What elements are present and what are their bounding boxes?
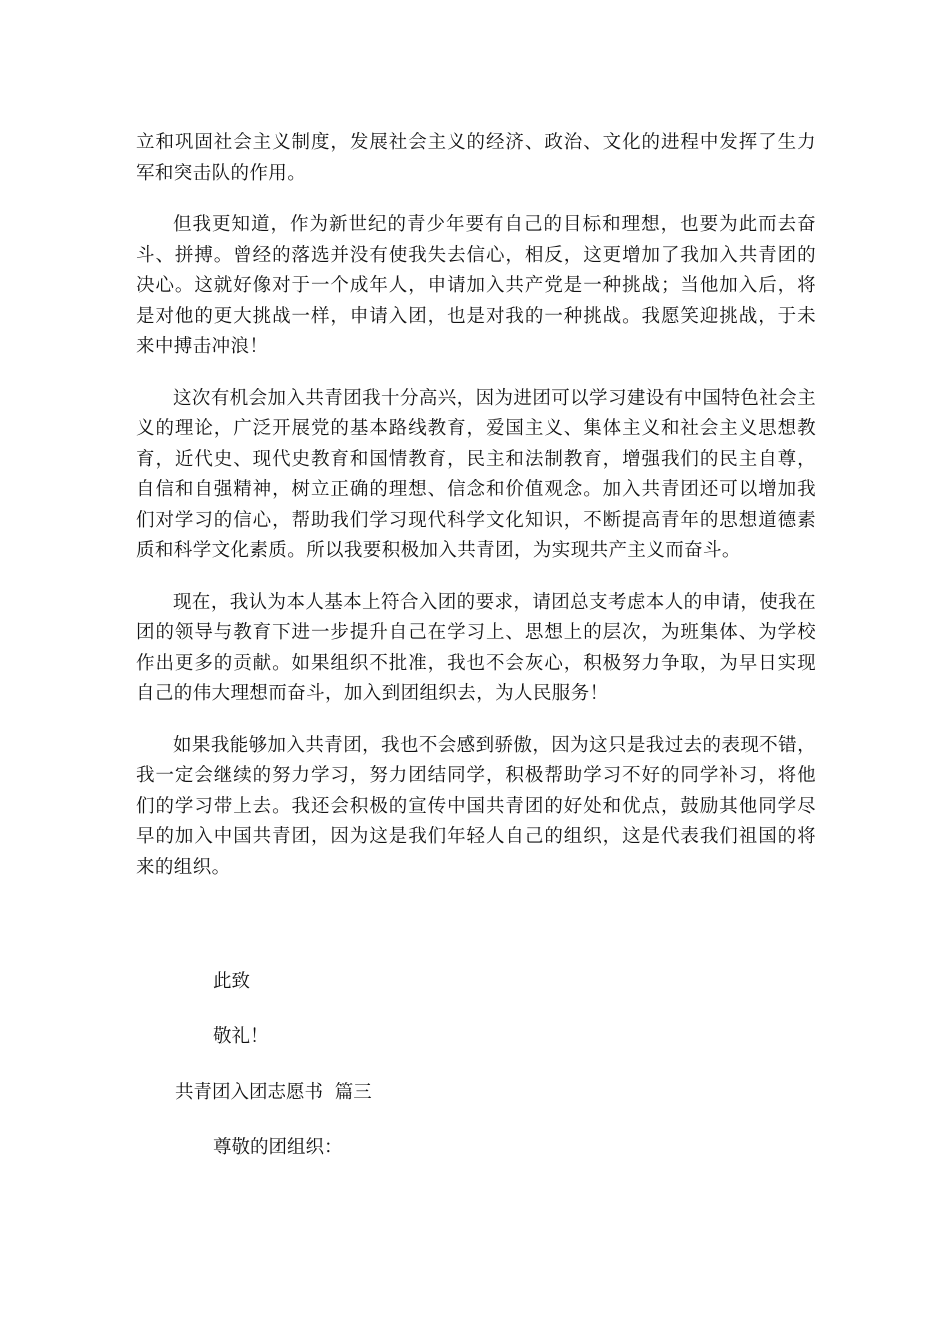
salutation: 尊敬的团组织：: [213, 1137, 343, 1158]
paragraph-2: 但我更知道，作为新世纪的青少年要有自己的目标和理想，也要为此而去奋斗、拼搏。曾经的落选并没有使我失去信心，相反，这更增加了我加入共青团的决心。这就好像对于一个成年人，申请加入共产党是一种挑战；当他加入后，将是对他的更大挑战一样，申请入团，也是对我的一种挑战。我愿笑迎挑战，于未来中搏击冲浪！: [136, 214, 816, 357]
closing-jing-li: 敬礼！: [213, 1026, 269, 1047]
paragraph-5: 如果我能够加入共青团，我也不会感到骄傲，因为这只是我过去的表现不错，我一定会继续的努力学习，努力团结同学，积极帮助学习不好的同学补习，将他们的学习带上去。我还会积极的宣传中国共青团的好处和优点，鼓励其他同学尽早的加入中国共青团，因为这是我们年轻人自己的组织，这是代表我们祖国的将来的组织。: [136, 734, 816, 878]
closing-ci-zhi: 此致: [213, 971, 251, 992]
paragraph-1: 立和巩固社会主义制度，发展社会主义的经济、政治、文化的进程中发挥了生力军和突击队的作用。: [136, 132, 816, 184]
document-body: [136, 128, 816, 904]
paragraph-3: 这次有机会加入共青团我十分高兴，因为进团可以学习建设有中国特色社会主义的理论，广泛开展党的基本路线教育，爱国主义、集体主义和社会主义思想教育，近代史、现代史教育和国情教育，民主和法制教育，增强我们的民主自尊，自信和自强精神，树立正确的理想、信念和价值观念。加入共青团还可以增加我们对学习的信心，帮助我们学习现代科学文化知识，不断提高青年的思想道德素质和科学文化素质。所以我要积极加入共青团，为实现共产主义而奋斗。: [136, 387, 816, 561]
paragraph-4: 现在，我认为本人基本上符合入团的要求，请团总支考虑本人的申请，使我在团的领导与教育下进一步提升自己在学习上、思想上的层次，为班集体、为学校作出更多的贡献。如果组织不批准，我也不会灰心，积极努力争取，为早日实现自己的伟大理想而奋斗，加入到团组织去，为人民服务！: [136, 591, 816, 704]
section-title: 共青团入团志愿书 篇三: [175, 1082, 372, 1103]
